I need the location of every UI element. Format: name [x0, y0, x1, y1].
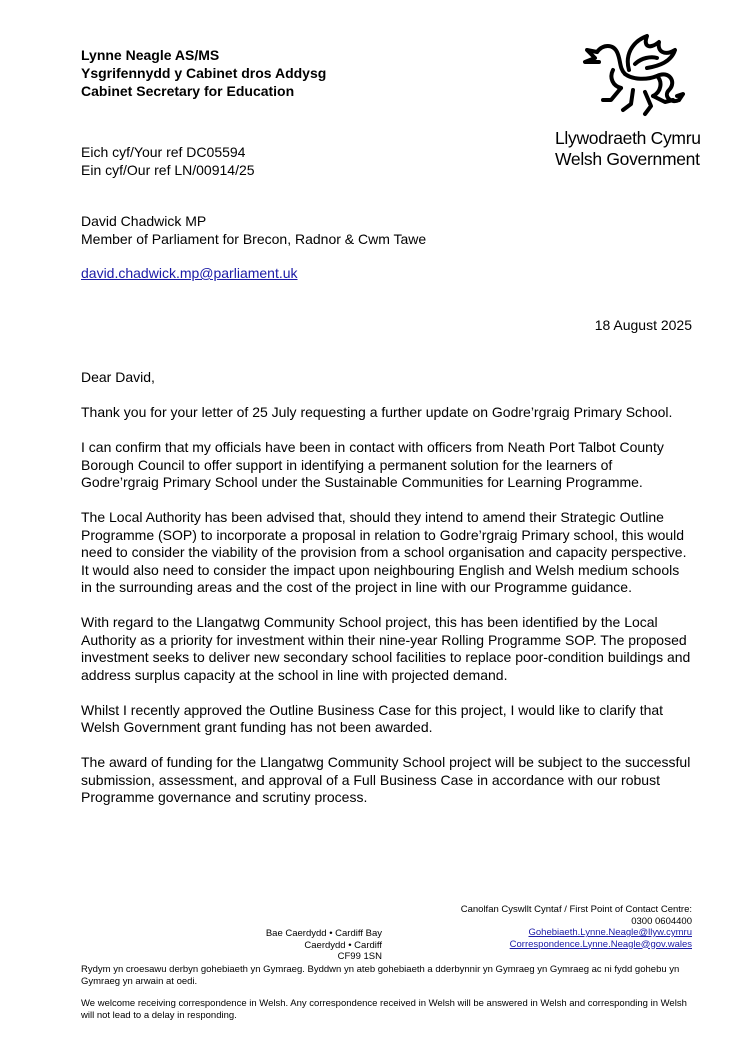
body-paragraph: I can confirm that my officials have been in contact with officers from Neath Port Talbot County Borough Council to offer support in identifying a permanent solution for the learners of Godre’rgraig Primary School under the Sustainable Communities for Learning Programme.: [81, 439, 664, 490]
sender-name: Lynne Neagle AS/MS: [81, 47, 220, 63]
body-paragraph: The Local Authority has been advised that, should they intend to amend their Strategic Outline Programme (SOP) to incorporate a proposal in relation to Godre’rgraig Primary school, this would need to consider the viability of the provision from a school organisation and capacity perspective. It would also need to consider the impact upon neighbouring English and Welsh medium schools in the surrounding areas and the cost of the project in line with our Programme guidance.: [81, 509, 687, 595]
contact-email-welsh-link[interactable]: Gohebiaeth.Lynne.Neagle@llyw.cymru: [528, 927, 692, 938]
contact-centre-title: Canolfan Cyswllt Cyntaf / First Point of Contact Centre:: [460, 904, 692, 915]
welsh-language-note: Rydym yn croesawu derbyn gohebiaeth yn Gymraeg. Byddwn yn ateb gohebiaeth a dderbynnir yn Gymraeg yn Gymraeg ac ni fydd gohebu yn Gymraeg yn arwain at oedi.: [81, 964, 680, 987]
welsh-government-logo: [555, 30, 705, 170]
logo-line-welsh: Llywodraeth Cymru: [555, 128, 701, 148]
salutation: Dear David,: [81, 369, 155, 385]
address-line: Bae Caerdydd • Cardiff Bay: [265, 928, 382, 939]
recipient-role: Member of Parliament for Brecon, Radnor & Cwm Tawe: [81, 231, 427, 247]
contact-email-english-link[interactable]: Correspondence.Lynne.Neagle@gov.wales: [509, 938, 692, 950]
our-reference: Ein cyf/Our ref LN/00914/25: [81, 162, 255, 178]
sender-title-english: Cabinet Secretary for Education: [81, 83, 295, 99]
body-paragraph: Whilst I recently approved the Outline Business Case for this project, I would like to clarify that Welsh Government grant funding has not been awarded.: [81, 701, 664, 735]
sender-title-welsh: Ysgrifennydd y Cabinet dros Addysg: [81, 65, 327, 81]
dragon-icon: [573, 30, 685, 122]
recipient-name: David Chadwick MP: [81, 213, 207, 229]
english-language-note: We welcome receiving correspondence in Welsh. Any correspondence received in Welsh will be answered in Welsh and corresponding in Welsh will not lead to a delay in responding.: [81, 998, 687, 1021]
contact-centre-block: [461, 904, 692, 950]
address-line: Caerdydd • Cardiff: [304, 939, 382, 951]
your-reference: Eich cyf/Your ref DC05594: [81, 144, 246, 160]
postal-address: [266, 928, 382, 963]
reference-block: [81, 143, 255, 179]
sender-block: [81, 46, 326, 100]
logo-wordmark: [555, 128, 705, 170]
recipient-email-link[interactable]: david.chadwick.mp@parliament.uk: [81, 265, 298, 281]
contact-phone: 0300 0604400: [631, 915, 692, 927]
body-paragraph: Thank you for your letter of 25 July requesting a further update on Godre’rgraig Primary School.: [81, 404, 673, 420]
logo-line-english: Welsh Government: [555, 149, 700, 169]
body-paragraph: With regard to the Llangatwg Community School project, this has been identified by the Local Authority as a priority for investment within their nine-year Rolling Programme SOP. The proposed investment seeks to deliver new secondary school facilities to replace poor-condition buildings and address surplus capacity at the school in line with projected demand.: [81, 614, 691, 683]
letter-date: 18 August 2025: [594, 317, 692, 333]
recipient-block: [81, 212, 426, 248]
letter-body: [81, 369, 693, 824]
address-line: CF99 1SN: [337, 951, 382, 962]
body-paragraph: The award of funding for the Llangatwg Community School project will be subject to the successful submission, assessment, and approval of a Full Business Case in accordance with our robust Programme governance and scrutiny process.: [81, 754, 691, 805]
